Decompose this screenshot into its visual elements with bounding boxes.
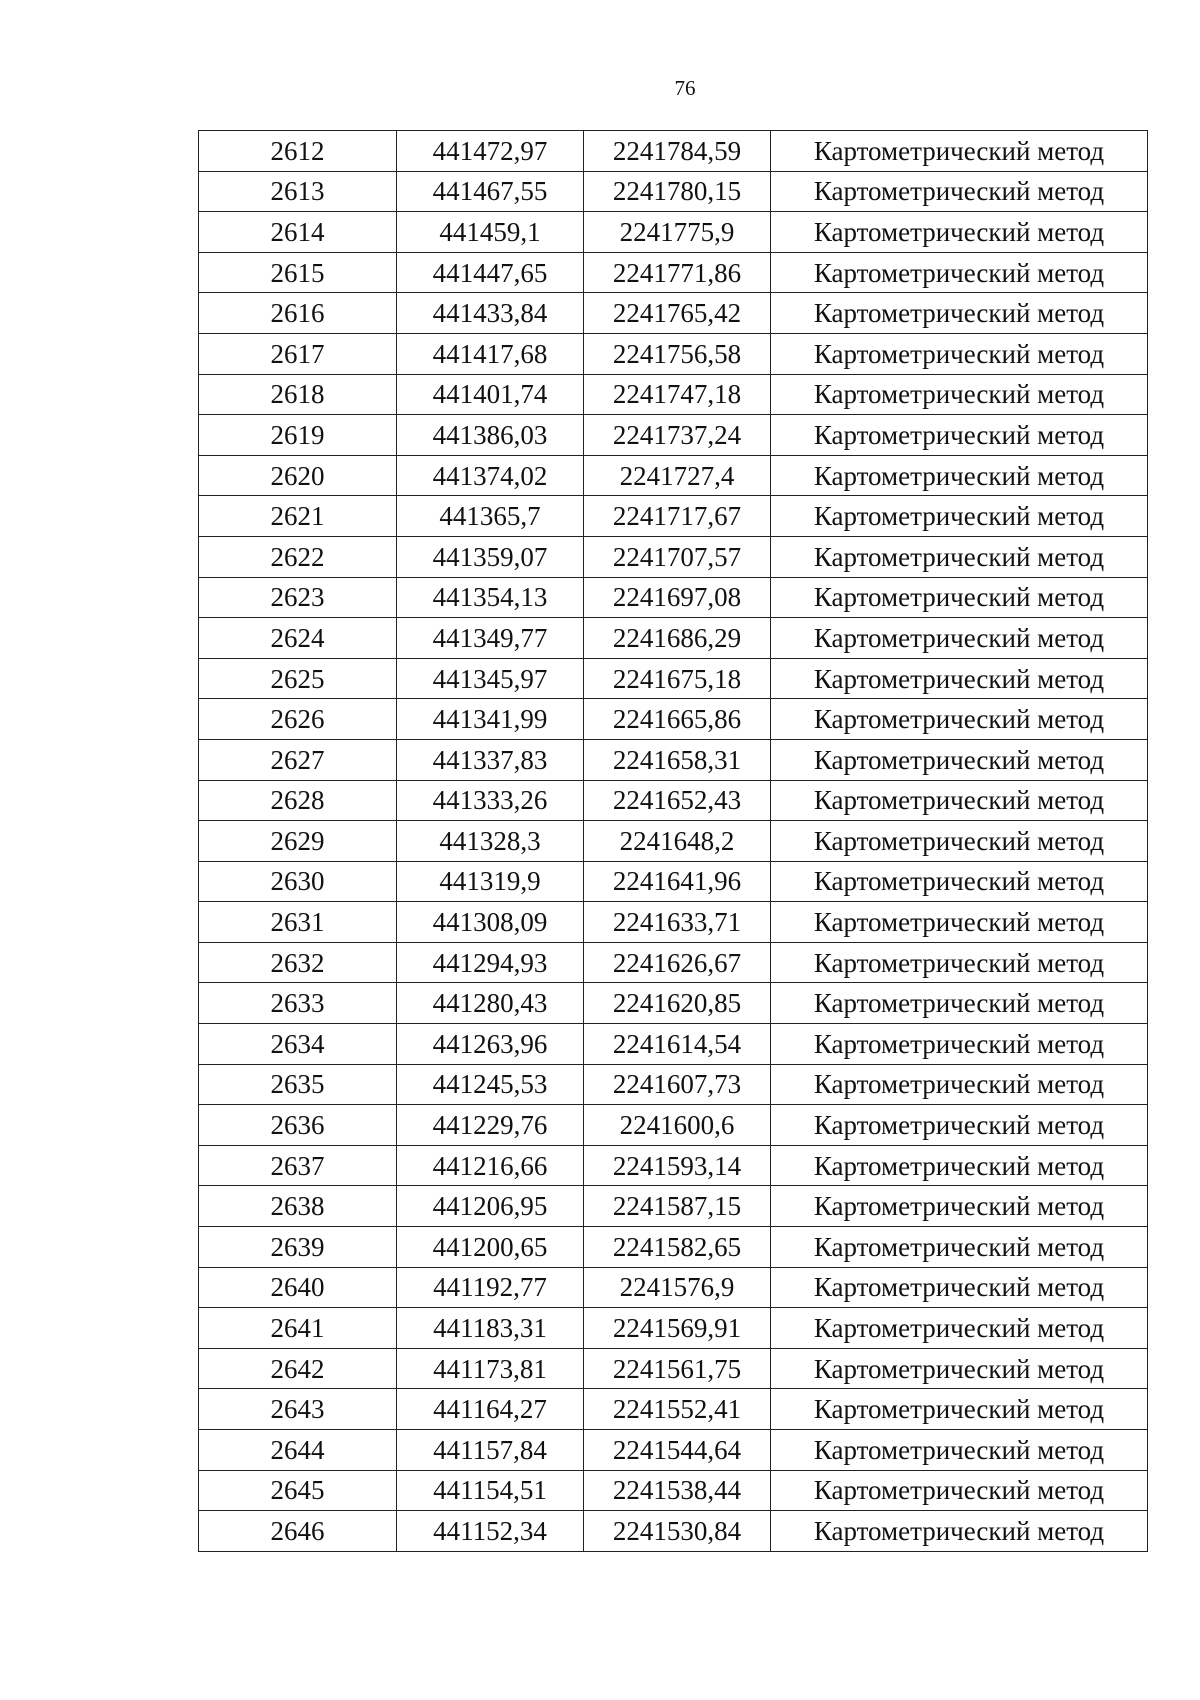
point-number-cell: 2640 xyxy=(199,1267,397,1308)
point-number-cell: 2619 xyxy=(199,415,397,456)
y-coordinate-cell: 2241747,18 xyxy=(584,374,771,415)
point-number-cell: 2643 xyxy=(199,1389,397,1430)
x-coordinate-cell: 441308,09 xyxy=(397,902,584,943)
table-row xyxy=(199,293,1148,334)
table-row xyxy=(199,415,1148,456)
table-row xyxy=(199,577,1148,618)
point-number-cell: 2638 xyxy=(199,1186,397,1227)
x-coordinate-cell: 441349,77 xyxy=(397,618,584,659)
point-number-cell: 2633 xyxy=(199,983,397,1024)
point-number-cell: 2631 xyxy=(199,902,397,943)
method-cell: Картометрический метод xyxy=(771,252,1148,293)
point-number-cell: 2641 xyxy=(199,1308,397,1349)
x-coordinate-cell: 441337,83 xyxy=(397,739,584,780)
method-cell: Картометрический метод xyxy=(771,1348,1148,1389)
table-row xyxy=(199,212,1148,253)
method-cell: Картометрический метод xyxy=(771,1105,1148,1146)
table-row xyxy=(199,821,1148,862)
x-coordinate-cell: 441433,84 xyxy=(397,293,584,334)
x-coordinate-cell: 441341,99 xyxy=(397,699,584,740)
method-cell: Картометрический метод xyxy=(771,536,1148,577)
method-cell: Картометрический метод xyxy=(771,658,1148,699)
point-number-cell: 2642 xyxy=(199,1348,397,1389)
y-coordinate-cell: 2241620,85 xyxy=(584,983,771,1024)
point-number-cell: 2634 xyxy=(199,1024,397,1065)
method-cell: Картометрический метод xyxy=(771,983,1148,1024)
method-cell: Картометрический метод xyxy=(771,577,1148,618)
table-row xyxy=(199,942,1148,983)
x-coordinate-cell: 441192,77 xyxy=(397,1267,584,1308)
x-coordinate-cell: 441216,66 xyxy=(397,1145,584,1186)
table-row xyxy=(199,131,1148,172)
y-coordinate-cell: 2241582,65 xyxy=(584,1227,771,1268)
y-coordinate-cell: 2241641,96 xyxy=(584,861,771,902)
x-coordinate-cell: 441164,27 xyxy=(397,1389,584,1430)
x-coordinate-cell: 441154,51 xyxy=(397,1470,584,1511)
method-cell: Картометрический метод xyxy=(771,1308,1148,1349)
x-coordinate-cell: 441183,31 xyxy=(397,1308,584,1349)
table-row xyxy=(199,496,1148,537)
point-number-cell: 2632 xyxy=(199,942,397,983)
y-coordinate-cell: 2241658,31 xyxy=(584,739,771,780)
table-row xyxy=(199,983,1148,1024)
table-row xyxy=(199,780,1148,821)
x-coordinate-cell: 441263,96 xyxy=(397,1024,584,1065)
x-coordinate-cell: 441294,93 xyxy=(397,942,584,983)
y-coordinate-cell: 2241569,91 xyxy=(584,1308,771,1349)
point-number-cell: 2626 xyxy=(199,699,397,740)
point-number-cell: 2635 xyxy=(199,1064,397,1105)
method-cell: Картометрический метод xyxy=(771,1430,1148,1471)
y-coordinate-cell: 2241697,08 xyxy=(584,577,771,618)
method-cell: Картометрический метод xyxy=(771,1227,1148,1268)
x-coordinate-cell: 441245,53 xyxy=(397,1064,584,1105)
point-number-cell: 2621 xyxy=(199,496,397,537)
x-coordinate-cell: 441345,97 xyxy=(397,658,584,699)
table-row xyxy=(199,1511,1148,1552)
method-cell: Картометрический метод xyxy=(771,821,1148,862)
x-coordinate-cell: 441354,13 xyxy=(397,577,584,618)
table-row xyxy=(199,1186,1148,1227)
point-number-cell: 2622 xyxy=(199,536,397,577)
y-coordinate-cell: 2241775,9 xyxy=(584,212,771,253)
y-coordinate-cell: 2241756,58 xyxy=(584,333,771,374)
method-cell: Картометрический метод xyxy=(771,293,1148,334)
method-cell: Картометрический метод xyxy=(771,699,1148,740)
y-coordinate-cell: 2241771,86 xyxy=(584,252,771,293)
x-coordinate-cell: 441280,43 xyxy=(397,983,584,1024)
table-row xyxy=(199,1024,1148,1065)
method-cell: Картометрический метод xyxy=(771,1064,1148,1105)
table-row xyxy=(199,1389,1148,1430)
y-coordinate-cell: 2241707,57 xyxy=(584,536,771,577)
y-coordinate-cell: 2241544,64 xyxy=(584,1430,771,1471)
point-number-cell: 2637 xyxy=(199,1145,397,1186)
table-row xyxy=(199,861,1148,902)
x-coordinate-cell: 441229,76 xyxy=(397,1105,584,1146)
y-coordinate-cell: 2241727,4 xyxy=(584,455,771,496)
x-coordinate-cell: 441401,74 xyxy=(397,374,584,415)
point-number-cell: 2628 xyxy=(199,780,397,821)
table-row xyxy=(199,1145,1148,1186)
x-coordinate-cell: 441374,02 xyxy=(397,455,584,496)
y-coordinate-cell: 2241765,42 xyxy=(584,293,771,334)
point-number-cell: 2615 xyxy=(199,252,397,293)
y-coordinate-cell: 2241780,15 xyxy=(584,171,771,212)
x-coordinate-cell: 441173,81 xyxy=(397,1348,584,1389)
y-coordinate-cell: 2241587,15 xyxy=(584,1186,771,1227)
point-number-cell: 2630 xyxy=(199,861,397,902)
method-cell: Картометрический метод xyxy=(771,1389,1148,1430)
method-cell: Картометрический метод xyxy=(771,1145,1148,1186)
method-cell: Картометрический метод xyxy=(771,1186,1148,1227)
table-row xyxy=(199,1430,1148,1471)
y-coordinate-cell: 2241626,67 xyxy=(584,942,771,983)
method-cell: Картометрический метод xyxy=(771,861,1148,902)
table-row xyxy=(199,699,1148,740)
x-coordinate-cell: 441200,65 xyxy=(397,1227,584,1268)
point-number-cell: 2636 xyxy=(199,1105,397,1146)
y-coordinate-cell: 2241538,44 xyxy=(584,1470,771,1511)
point-number-cell: 2629 xyxy=(199,821,397,862)
x-coordinate-cell: 441417,68 xyxy=(397,333,584,374)
method-cell: Картометрический метод xyxy=(771,496,1148,537)
x-coordinate-cell: 441472,97 xyxy=(397,131,584,172)
method-cell: Картометрический метод xyxy=(771,1511,1148,1552)
table-row xyxy=(199,618,1148,659)
table-row xyxy=(199,1267,1148,1308)
x-coordinate-cell: 441467,55 xyxy=(397,171,584,212)
x-coordinate-cell: 441206,95 xyxy=(397,1186,584,1227)
method-cell: Картометрический метод xyxy=(771,333,1148,374)
table-row xyxy=(199,739,1148,780)
table-row xyxy=(199,1470,1148,1511)
method-cell: Картометрический метод xyxy=(771,374,1148,415)
x-coordinate-cell: 441328,3 xyxy=(397,821,584,862)
method-cell: Картометрический метод xyxy=(771,455,1148,496)
point-number-cell: 2639 xyxy=(199,1227,397,1268)
table-body xyxy=(199,131,1148,1552)
method-cell: Картометрический метод xyxy=(771,212,1148,253)
y-coordinate-cell: 2241737,24 xyxy=(584,415,771,456)
table-row xyxy=(199,658,1148,699)
point-number-cell: 2625 xyxy=(199,658,397,699)
x-coordinate-cell: 441459,1 xyxy=(397,212,584,253)
y-coordinate-cell: 2241530,84 xyxy=(584,1511,771,1552)
method-cell: Картометрический метод xyxy=(771,902,1148,943)
table-row xyxy=(199,171,1148,212)
x-coordinate-cell: 441365,7 xyxy=(397,496,584,537)
method-cell: Картометрический метод xyxy=(771,618,1148,659)
point-number-cell: 2624 xyxy=(199,618,397,659)
x-coordinate-cell: 441386,03 xyxy=(397,415,584,456)
point-number-cell: 2644 xyxy=(199,1430,397,1471)
y-coordinate-cell: 2241784,59 xyxy=(584,131,771,172)
table-row xyxy=(199,252,1148,293)
method-cell: Картометрический метод xyxy=(771,1024,1148,1065)
x-coordinate-cell: 441333,26 xyxy=(397,780,584,821)
y-coordinate-cell: 2241576,9 xyxy=(584,1267,771,1308)
y-coordinate-cell: 2241686,29 xyxy=(584,618,771,659)
method-cell: Картометрический метод xyxy=(771,131,1148,172)
table-row xyxy=(199,1064,1148,1105)
coordinates-table xyxy=(198,130,1148,1552)
point-number-cell: 2620 xyxy=(199,455,397,496)
x-coordinate-cell: 441359,07 xyxy=(397,536,584,577)
point-number-cell: 2617 xyxy=(199,333,397,374)
method-cell: Картометрический метод xyxy=(771,1267,1148,1308)
y-coordinate-cell: 2241614,54 xyxy=(584,1024,771,1065)
x-coordinate-cell: 441157,84 xyxy=(397,1430,584,1471)
table-row xyxy=(199,902,1148,943)
point-number-cell: 2645 xyxy=(199,1470,397,1511)
point-number-cell: 2614 xyxy=(199,212,397,253)
y-coordinate-cell: 2241633,71 xyxy=(584,902,771,943)
table-row xyxy=(199,333,1148,374)
y-coordinate-cell: 2241593,14 xyxy=(584,1145,771,1186)
point-number-cell: 2646 xyxy=(199,1511,397,1552)
table-row xyxy=(199,1105,1148,1146)
method-cell: Картометрический метод xyxy=(771,171,1148,212)
method-cell: Картометрический метод xyxy=(771,1470,1148,1511)
table-row xyxy=(199,374,1148,415)
point-number-cell: 2612 xyxy=(199,131,397,172)
method-cell: Картометрический метод xyxy=(771,739,1148,780)
point-number-cell: 2613 xyxy=(199,171,397,212)
method-cell: Картометрический метод xyxy=(771,780,1148,821)
method-cell: Картометрический метод xyxy=(771,942,1148,983)
page-number: 76 xyxy=(674,76,696,100)
table-row xyxy=(199,1308,1148,1349)
y-coordinate-cell: 2241600,6 xyxy=(584,1105,771,1146)
y-coordinate-cell: 2241675,18 xyxy=(584,658,771,699)
x-coordinate-cell: 441447,65 xyxy=(397,252,584,293)
x-coordinate-cell: 441319,9 xyxy=(397,861,584,902)
point-number-cell: 2618 xyxy=(199,374,397,415)
table-row xyxy=(199,1227,1148,1268)
point-number-cell: 2616 xyxy=(199,293,397,334)
y-coordinate-cell: 2241552,41 xyxy=(584,1389,771,1430)
table-row xyxy=(199,455,1148,496)
point-number-cell: 2623 xyxy=(199,577,397,618)
y-coordinate-cell: 2241648,2 xyxy=(584,821,771,862)
table-row xyxy=(199,536,1148,577)
y-coordinate-cell: 2241652,43 xyxy=(584,780,771,821)
x-coordinate-cell: 441152,34 xyxy=(397,1511,584,1552)
table-row xyxy=(199,1348,1148,1389)
y-coordinate-cell: 2241561,75 xyxy=(584,1348,771,1389)
point-number-cell: 2627 xyxy=(199,739,397,780)
method-cell: Картометрический метод xyxy=(771,415,1148,456)
y-coordinate-cell: 2241665,86 xyxy=(584,699,771,740)
y-coordinate-cell: 2241607,73 xyxy=(584,1064,771,1105)
y-coordinate-cell: 2241717,67 xyxy=(584,496,771,537)
